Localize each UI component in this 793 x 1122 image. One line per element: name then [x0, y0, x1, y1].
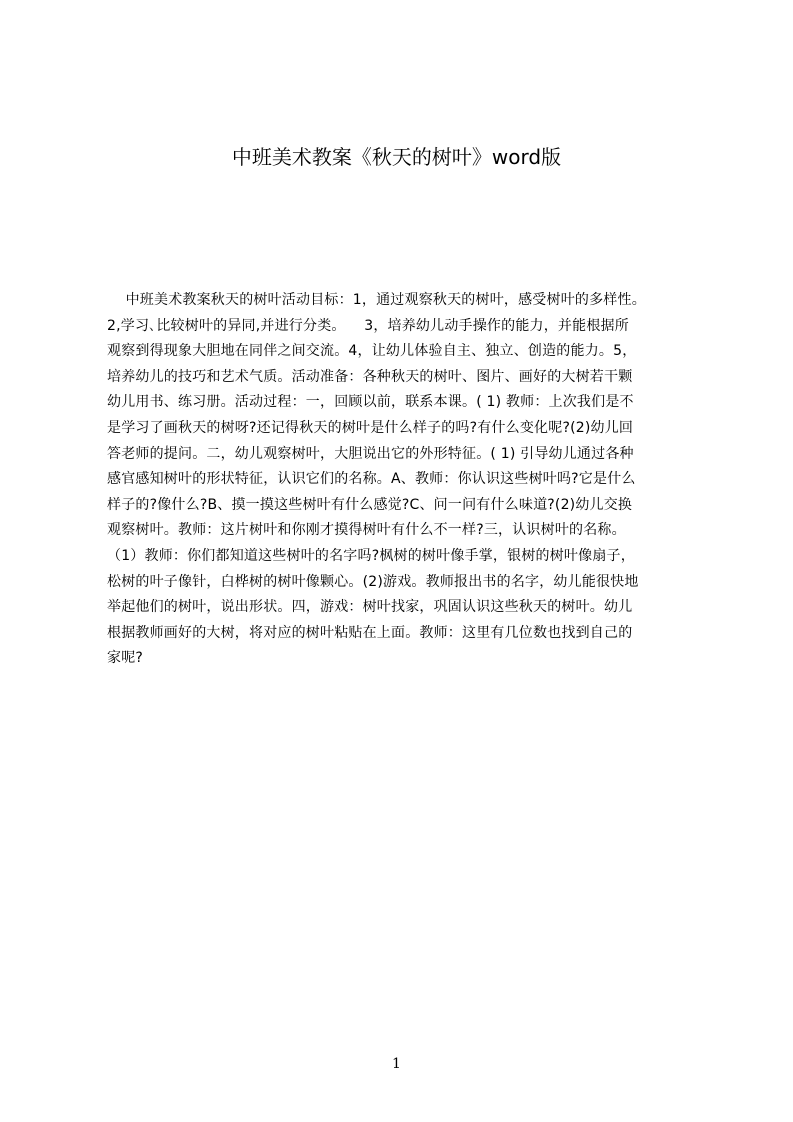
page-number: 1 — [392, 1056, 401, 1072]
body-line: 举起他们的树叶，说出形状。四，游戏：树叶找家，巩固认识这些秋天的树叶。幼儿 — [107, 599, 633, 616]
body-line: 松树的叶子像针，白桦树的树叶像颗心。(2)游戏。教师报出书的名字，幼儿能很快地 — [107, 573, 639, 590]
body-line: 幼儿用书、练习册。活动过程：一，回顾以前，联系本课。( 1) 教师：上次我们是不 — [107, 394, 634, 411]
body-line: 是学习了画秋天的树呀?还记得秋天的树叶是什么样子的吗?有什么变化呢?(2)幼儿回 — [107, 419, 634, 436]
body-line: 观察树叶。教师：这片树叶和你刚才摸得树叶有什么不一样?三，认识树叶的名称。 — [107, 522, 626, 539]
body-line: 感官感知树叶的形状特征，认识它们的名称。A、教师：你认识这些树叶吗?它是什么 — [107, 471, 636, 488]
document-body — [107, 288, 707, 728]
body-line: 答老师的提问。二，幼儿观察树叶，大胆说出它的外形特征。( 1) 引导幼儿通过各种 — [107, 445, 634, 462]
body-line: 中班美术教案秋天的树叶活动目标：1，通过观察秋天的树叶，感受树叶的多样性。 — [107, 292, 646, 308]
body-line: （1）教师：你们都知道这些树叶的名字吗?枫树的树叶像手掌，银树的树叶像扇子， — [107, 547, 635, 564]
body-line: 样子的?像什么?B、摸一摸这些树叶有什么感觉?C、问一问有什么味道?(2)幼儿交换 — [107, 496, 633, 513]
body-line: 根据教师画好的大树，将对应的树叶粘贴在上面。教师：这里有几位数也找到自己的 — [107, 624, 633, 641]
body-line: 2,学习､比较树叶的异同,并进行分类。 3，培养幼儿动手操作的能力，并能根据所 — [107, 317, 629, 334]
body-line: 观察到得现象大胆地在同伴之间交流。4，让幼儿体验自主、独立、创造的能力。5， — [107, 343, 637, 360]
body-line: 培养幼儿的技巧和艺术气质。活动准备：各种秋天的树叶、图片、画好的大树若干颗 — [107, 368, 633, 385]
body-line: 家呢? — [107, 650, 144, 667]
document-title: 中班美术教案《秋天的树叶》word版 — [231, 145, 562, 169]
